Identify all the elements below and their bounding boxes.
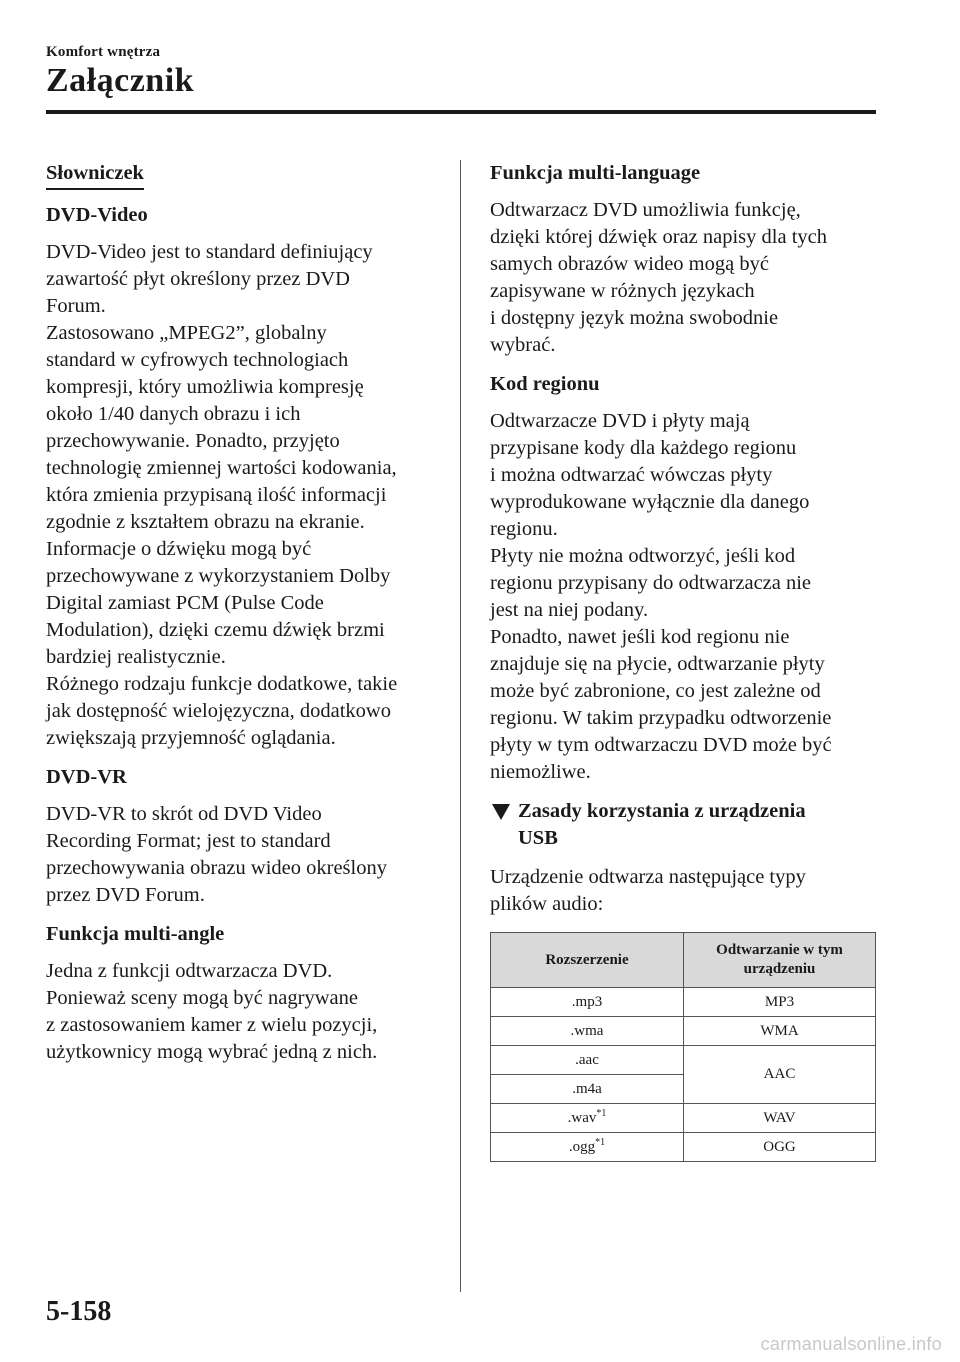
cell-format: MP3 <box>684 988 876 1017</box>
page-title: Załącznik <box>46 62 195 99</box>
col-header-playback-line2: urządzeniu <box>743 961 816 977</box>
text-line: Modulation), dzięki czemu dźwięk brzmi <box>46 619 385 641</box>
col-header-playback-line1: Odtwarzanie w tym <box>716 942 843 958</box>
text-line: przechowywania obrazu wideo określony <box>46 857 387 879</box>
text-line: Zastosowano „MPEG2”, globalny <box>46 322 327 344</box>
cell-extension: .mp3 <box>491 988 684 1017</box>
header-rule <box>46 110 876 114</box>
text-line: standard w cyfrowych technologiach <box>46 349 349 371</box>
cell-extension: .wma <box>491 1017 684 1046</box>
table-header-row <box>491 933 876 988</box>
text-line: plików audio: <box>490 893 604 915</box>
cell-extension: .ogg$^{*1}$ <box>491 1133 684 1162</box>
text-line: Informacje o dźwięku mogą być <box>46 538 312 560</box>
left-column <box>46 160 438 1066</box>
text-line: przechowywane z wykorzystaniem Dolby <box>46 565 391 587</box>
multi-angle-text <box>46 958 438 1066</box>
region-code-heading: Kod regionu <box>490 373 600 395</box>
text-line: znajduje się na płycie, odtwarzanie płyty <box>490 653 825 675</box>
table-row <box>491 1133 876 1162</box>
multi-angle-heading: Funkcja multi-angle <box>46 923 225 945</box>
text-line: przypisane kody dla każdego regionu <box>490 437 797 459</box>
text-line: dzięki której dźwięk oraz napisy dla tych <box>490 226 827 248</box>
text-line: technologię zmiennej wartości kodowania, <box>46 457 397 479</box>
text-line: około 1/40 danych obrazu i ich <box>46 403 301 425</box>
text-line: zgodnie z kształtem obrazu na ekranie. <box>46 511 365 533</box>
text-line: Forum. <box>46 295 106 317</box>
table-row <box>491 988 876 1017</box>
cell-format: WAV <box>684 1104 876 1133</box>
text-line: Urządzenie odtwarza następujące typy <box>490 866 806 888</box>
text-line: Różnego rodzaju funkcje dodatkowe, takie <box>46 673 398 695</box>
text-line: przechowywanie. Ponadto, przyjęto <box>46 430 340 452</box>
dvd-video-heading: DVD-Video <box>46 204 148 226</box>
text-line: jak dostępność wielojęzyczna, dodatkowo <box>46 700 391 722</box>
text-line: DVD-VR to skrót od DVD Video <box>46 803 322 825</box>
cell-format: OGG <box>684 1133 876 1162</box>
text-line: Recording Format; jest to standard <box>46 830 331 852</box>
table-row <box>491 1017 876 1046</box>
usb-intro-text <box>490 864 882 918</box>
text-line: i można odtwarzać wówczas płyty <box>490 464 773 486</box>
triangle-bullet-icon <box>492 804 510 820</box>
text-line: bardziej realistycznie. <box>46 646 226 668</box>
text-line: jest na niej podany. <box>490 599 649 621</box>
cell-extension: .wav$^{*1}$ <box>491 1104 684 1133</box>
text-line: zapisywane w różnych językach <box>490 280 755 302</box>
text-line: i dostępny język można swobodnie <box>490 307 779 329</box>
text-line: może być zabronione, co jest zależne od <box>490 680 821 702</box>
text-line: przez DVD Forum. <box>46 884 205 906</box>
glossary-heading: Słowniczek <box>46 160 144 190</box>
dvd-video-text <box>46 239 438 752</box>
text-line: Jedna z funkcji odtwarzacza DVD. <box>46 960 333 982</box>
text-line: regionu. W takim przypadku odtworzenie <box>490 707 832 729</box>
text-line: regionu przypisany do odtwarzacza nie <box>490 572 812 594</box>
text-line: płyty w tym odtwarzaczu DVD może być <box>490 734 832 756</box>
multi-language-text <box>490 197 882 359</box>
text-line: Płyty nie można odtworzyć, jeśli kod <box>490 545 796 567</box>
page-number: 5-158 <box>46 1296 112 1327</box>
cell-extension: .aac <box>491 1046 684 1075</box>
text-line: Odtwarzacz DVD umożliwia funkcję, <box>490 199 801 221</box>
watermark: carmanualsonline.info <box>760 1334 942 1354</box>
text-line: wyprodukowane wyłącznie dla danego <box>490 491 810 513</box>
col-header-extension: Rozszerzenie <box>491 933 684 988</box>
right-column <box>490 160 882 1162</box>
table-row <box>491 1046 876 1075</box>
text-line: Digital zamiast PCM (Pulse Code <box>46 592 324 614</box>
usb-heading-line2: USB <box>518 827 558 849</box>
text-line: kompresji, który umożliwia kompresję <box>46 376 364 398</box>
multi-language-heading: Funkcja multi-language <box>490 162 701 184</box>
text-line: samych obrazów wideo mogą być <box>490 253 769 275</box>
text-line: Odtwarzacze DVD i płyty mają <box>490 410 750 432</box>
dvd-vr-text <box>46 801 438 909</box>
usb-heading <box>490 798 882 852</box>
region-code-text <box>490 408 882 786</box>
text-line: regionu. <box>490 518 558 540</box>
table-row <box>491 1104 876 1133</box>
cell-format: WMA <box>684 1017 876 1046</box>
text-line: Ponadto, nawet jeśli kod regionu nie <box>490 626 790 648</box>
audio-formats-table <box>490 932 876 1162</box>
text-line: z zastosowaniem kamer z wielu pozycji, <box>46 1014 378 1036</box>
text-line: użytkownicy mogą wybrać jedną z nich. <box>46 1041 378 1063</box>
column-divider <box>460 160 461 1292</box>
cell-format-merged: AAC <box>684 1046 876 1104</box>
text-line: Ponieważ sceny mogą być nagrywane <box>46 987 358 1009</box>
col-header-playback <box>684 933 876 988</box>
text-line: niemożliwe. <box>490 761 591 783</box>
dvd-vr-heading: DVD-VR <box>46 766 127 788</box>
cell-extension: .m4a <box>491 1075 684 1104</box>
text-line: zwiększają przyjemność oglądania. <box>46 727 336 749</box>
usb-heading-line1: Zasady korzystania z urządzenia <box>518 800 806 822</box>
text-line: zawartość płyt określony przez DVD <box>46 268 350 290</box>
text-line: wybrać. <box>490 334 556 356</box>
text-line: DVD-Video jest to standard definiujący <box>46 241 373 263</box>
section-label: Komfort wnętrza <box>46 44 161 60</box>
text-line: która zmienia przypisaną ilość informacji <box>46 484 387 506</box>
